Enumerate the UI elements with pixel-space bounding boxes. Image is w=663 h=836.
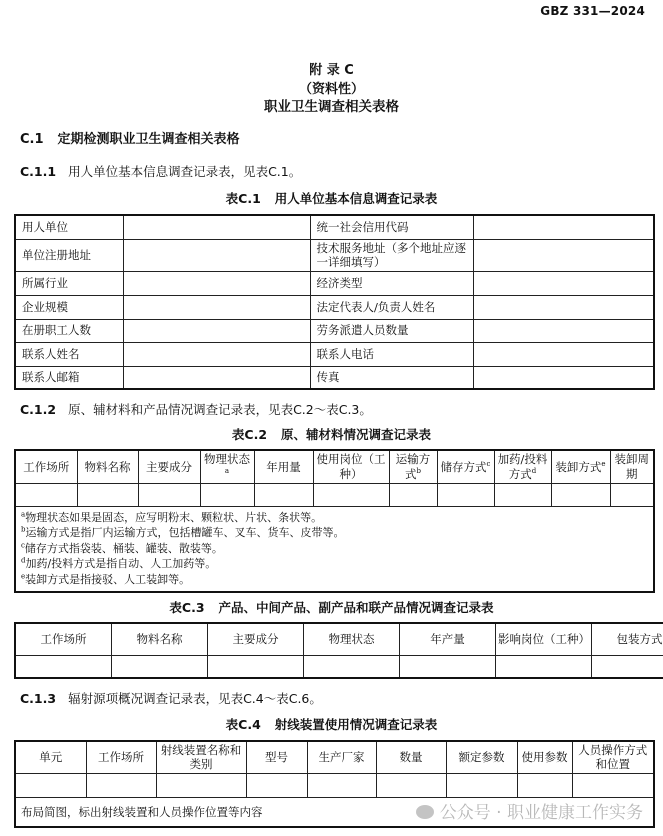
- subsection-number: C.1.3: [20, 691, 57, 706]
- field-value-cell[interactable]: [473, 215, 654, 239]
- table-c4-caption: [0, 715, 663, 733]
- header-row: [15, 623, 663, 655]
- footnote-mark: d: [21, 556, 26, 565]
- watermark-text: 公众号 · 职业健康工作实务: [439, 802, 643, 823]
- header-text: 装卸周期: [614, 452, 649, 481]
- header-text: 储存方式: [440, 459, 487, 474]
- table-notes: [15, 506, 654, 592]
- footnote-text: 运输方式是指厂内运输方式，包括槽罐车、叉车、货车、皮带等。: [25, 526, 345, 540]
- field-value-cell[interactable]: [123, 295, 310, 319]
- data-cell[interactable]: [313, 483, 389, 506]
- field-label: 用人单位: [15, 215, 123, 239]
- data-cell[interactable]: [610, 483, 654, 506]
- table-row: [15, 773, 654, 797]
- data-cell[interactable]: [254, 483, 313, 506]
- caption-text: 射线装置使用情况调查记录表: [274, 717, 438, 732]
- header-text: 运输方式: [395, 452, 431, 481]
- field-label: 技术服务地址（多个地址应逐一详细填写）: [310, 239, 473, 271]
- column-header: 影响岗位（工种）: [496, 623, 592, 655]
- wechat-icon: [416, 805, 434, 819]
- subsection-text: 用人单位基本信息调查记录表，见表C.1。: [68, 164, 302, 179]
- column-header: 额定参数: [446, 741, 517, 773]
- layout-sketch-label: 布局简图，标出射线装置和人员操作位置等内容: [21, 804, 263, 819]
- section-number: C.1: [20, 132, 44, 147]
- data-cell[interactable]: [494, 483, 551, 506]
- footnote-mark: e: [21, 572, 26, 581]
- field-label: 单位注册地址: [15, 239, 123, 271]
- column-header: 数量: [376, 741, 446, 773]
- notes-row: [15, 506, 654, 592]
- subsection-text: 原、辅材料和产品情况调查记录表，见表C.2～表C.3。: [68, 402, 372, 417]
- field-label: 传真: [310, 366, 473, 389]
- field-value-cell[interactable]: [123, 271, 310, 295]
- field-label: 在册职工人数: [15, 319, 123, 342]
- layout-sketch-cell[interactable]: [15, 797, 654, 827]
- data-cell[interactable]: [437, 483, 494, 506]
- column-header: [610, 450, 654, 483]
- header-text: 工作场所: [23, 459, 70, 474]
- data-cell[interactable]: [77, 483, 138, 506]
- header-row: [15, 450, 654, 483]
- column-header: 单元: [15, 741, 86, 773]
- field-value-cell[interactable]: [473, 319, 654, 342]
- field-label: 经济类型: [310, 271, 473, 295]
- subsection-text: 辐射源项概况调查记录表，见表C.4～表C.6。: [68, 691, 322, 706]
- data-cell[interactable]: [551, 483, 610, 506]
- footnote-mark: c: [486, 459, 491, 468]
- table-c4: [14, 740, 655, 828]
- subsection-number: C.1.2: [20, 402, 57, 417]
- table-c2: [14, 449, 655, 593]
- field-value-cell[interactable]: [473, 366, 654, 389]
- header-text: 年用量: [266, 459, 301, 474]
- data-cell[interactable]: [112, 655, 208, 678]
- footnote-mark: d: [531, 466, 537, 475]
- layout-sketch-row: [15, 797, 654, 827]
- table-row: [15, 295, 654, 319]
- caption-number: 表C.4: [225, 717, 261, 732]
- column-header: 工作场所: [15, 623, 112, 655]
- field-label: 企业规模: [15, 295, 123, 319]
- table-row: [15, 366, 654, 389]
- field-value-cell[interactable]: [123, 239, 310, 271]
- data-cell[interactable]: [156, 773, 246, 797]
- column-header: [551, 450, 610, 483]
- footnote-mark: c: [21, 541, 25, 550]
- header-text: 物理状态: [204, 452, 250, 467]
- field-label: 联系人电话: [310, 342, 473, 366]
- footnote-text: 装卸方式是指接驳、人工装卸等。: [25, 572, 191, 586]
- section-c1-heading: [20, 128, 240, 147]
- subsection-number: C.1.1: [20, 164, 57, 179]
- data-cell[interactable]: [15, 483, 77, 506]
- data-cell[interactable]: [208, 655, 304, 678]
- header-text: 使用岗位（工种）: [316, 452, 386, 481]
- column-header: [389, 450, 437, 483]
- column-header: 工作场所: [86, 741, 156, 773]
- data-cell[interactable]: [15, 655, 112, 678]
- field-value-cell[interactable]: [473, 271, 654, 295]
- header-row: [15, 741, 654, 773]
- table-c3: [14, 622, 663, 679]
- data-cell[interactable]: [307, 773, 376, 797]
- field-label: 统一社会信用代码: [310, 215, 473, 239]
- column-header: 射线装置名称和类别: [156, 741, 246, 773]
- column-header: [313, 450, 389, 483]
- field-value-cell[interactable]: [473, 295, 654, 319]
- data-cell[interactable]: [572, 773, 654, 797]
- data-cell[interactable]: [138, 483, 200, 506]
- field-label: 劳务派遣人员数量: [310, 319, 473, 342]
- table-row: [15, 239, 654, 271]
- header-text: 主要成分: [146, 459, 192, 474]
- header-text: 加药/投料方式: [497, 452, 548, 481]
- field-label: 法定代表人/负责人姓名: [310, 295, 473, 319]
- data-cell[interactable]: [446, 773, 517, 797]
- table-c1-caption: [0, 189, 663, 207]
- footnote-text: 加药/投料方式是指自动、人工加药等。: [25, 557, 217, 571]
- table-row: [15, 342, 654, 366]
- footnote-text: 物理状态如果是固态，应写明粉末、颗粒状、片状、条状等。: [25, 510, 323, 524]
- column-header: 生产厂家: [307, 741, 376, 773]
- caption-text: 产品、中间产品、副产品和联产品情况调查记录表: [218, 600, 494, 615]
- field-value-cell[interactable]: [123, 319, 310, 342]
- table-c2-caption: [0, 425, 663, 443]
- table-c1: [14, 214, 655, 390]
- column-header: 使用参数: [517, 741, 572, 773]
- column-header: 物理状态: [304, 623, 400, 655]
- field-value-cell[interactable]: [473, 342, 654, 366]
- caption-number: 表C.1: [225, 191, 261, 206]
- footnote-text: 储存方式指袋装、桶装、罐装、散装等。: [24, 541, 223, 555]
- table-row: [15, 655, 663, 678]
- column-header: [200, 450, 254, 483]
- footnote: [21, 525, 648, 541]
- header-text: 物料名称: [84, 459, 131, 474]
- field-value-cell[interactable]: [123, 366, 310, 389]
- column-header: 年产量: [400, 623, 496, 655]
- footnote-mark: b: [416, 466, 421, 475]
- column-header: [437, 450, 494, 483]
- section-title: 定期检测职业卫生调查相关表格: [57, 132, 240, 147]
- column-header: [77, 450, 138, 483]
- data-cell[interactable]: [246, 773, 307, 797]
- column-header: 包装方式: [592, 623, 663, 655]
- footnote: [21, 541, 648, 557]
- caption-text: 用人单位基本信息调查记录表: [274, 191, 438, 206]
- column-header: 型号: [246, 741, 307, 773]
- data-cell[interactable]: [200, 483, 254, 506]
- header-text: 装卸方式: [555, 459, 602, 474]
- footnote: [21, 556, 648, 572]
- data-cell[interactable]: [15, 773, 86, 797]
- data-cell[interactable]: [496, 655, 592, 678]
- data-cell[interactable]: [389, 483, 437, 506]
- appendix-title: 附 录 C: [309, 63, 354, 78]
- field-label: 联系人姓名: [15, 342, 123, 366]
- data-cell[interactable]: [517, 773, 572, 797]
- subsection-c1-2: [20, 400, 372, 418]
- field-value-cell[interactable]: [473, 239, 654, 271]
- column-header: [138, 450, 200, 483]
- footnote-mark: e: [601, 459, 606, 468]
- column-header: [254, 450, 313, 483]
- column-header: [494, 450, 551, 483]
- table-row: [15, 215, 654, 239]
- standard-code: GBZ 331—2024: [540, 4, 645, 18]
- footnote: [21, 510, 648, 526]
- table-c3-caption: [0, 598, 663, 616]
- column-header: [15, 450, 77, 483]
- caption-number: 表C.2: [231, 427, 268, 442]
- data-cell[interactable]: [304, 655, 400, 678]
- appendix-heading: 职业卫生调查相关表格: [264, 99, 399, 115]
- data-cell[interactable]: [400, 655, 496, 678]
- data-cell[interactable]: [592, 655, 663, 678]
- column-header: 人员操作方式和位置: [572, 741, 654, 773]
- caption-text: 原、辅材料情况调查记录表: [281, 427, 432, 442]
- table-row: [15, 319, 654, 342]
- footnote-mark: a: [224, 466, 230, 475]
- column-header: 物料名称: [112, 623, 208, 655]
- table-row: [15, 483, 654, 506]
- field-label: 所属行业: [15, 271, 123, 295]
- field-label: 联系人邮箱: [15, 366, 123, 389]
- field-value-cell[interactable]: [123, 215, 310, 239]
- footnote-mark: a: [21, 509, 26, 518]
- column-header: 主要成分: [208, 623, 304, 655]
- table-row: [15, 271, 654, 295]
- footnote-mark: b: [21, 525, 26, 534]
- footnote: [21, 572, 648, 588]
- data-cell[interactable]: [86, 773, 156, 797]
- watermark: [416, 803, 643, 824]
- field-value-cell[interactable]: [123, 342, 310, 366]
- appendix-nature: （资料性）: [298, 82, 364, 97]
- data-cell[interactable]: [376, 773, 446, 797]
- caption-number: 表C.3: [169, 600, 205, 615]
- subsection-c1-1: [20, 162, 301, 180]
- subsection-c1-3: [20, 689, 322, 707]
